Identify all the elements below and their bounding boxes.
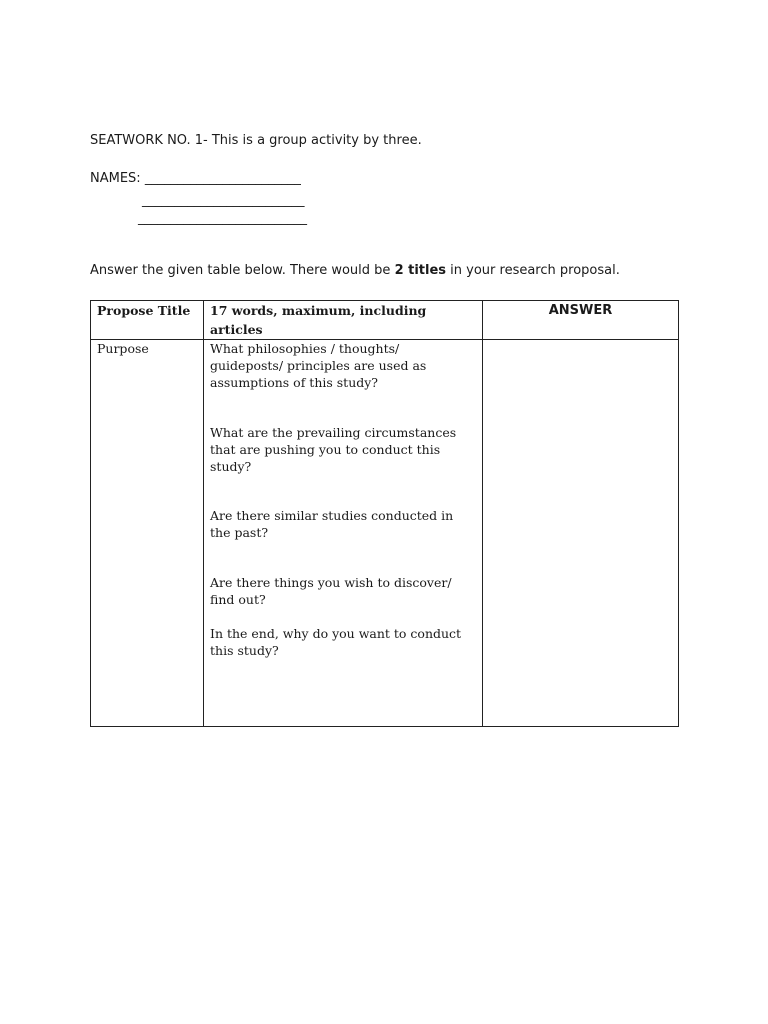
purpose-label: Purpose [97,341,149,356]
instruction-suffix: in your research proposal. [446,263,620,278]
question-4: Are there things you wish to discover/ find out? [210,575,452,607]
names-label: NAMES: [90,171,145,186]
table-header-row [91,301,679,340]
question-3: Are there similar studies conducted in the past? [210,508,454,540]
instruction-bold: 2 titles [394,263,447,278]
answer-table [90,300,679,727]
answer-cell[interactable] [483,340,679,727]
purpose-label-cell [91,340,204,727]
names-row [90,171,301,186]
name-blank-2: _________________________ [142,193,305,208]
questions-cell [204,340,483,727]
instruction-text [90,263,620,278]
question-1: What philosophies / thoughts/ guideposts/ principles are used as assumptions of this study? [210,341,427,390]
name-blank-3: __________________________ [138,211,307,226]
name-blank-1: ________________________ [144,171,301,186]
header-propose-title: Propose Title [91,301,204,340]
seatwork-heading: SEATWORK NO. 1- This is a group activity by three. [90,133,422,148]
header-answer: ANSWER [483,301,679,340]
instruction-prefix: Answer the given table below. There would be [90,263,395,278]
header-word-limit: 17 words, maximum, including articles [204,301,483,340]
table-row [91,340,679,727]
question-5: In the end, why do you want to conduct this study? [210,626,462,658]
question-2: What are the prevailing circumstances that are pushing you to conduct this study? [210,425,457,474]
